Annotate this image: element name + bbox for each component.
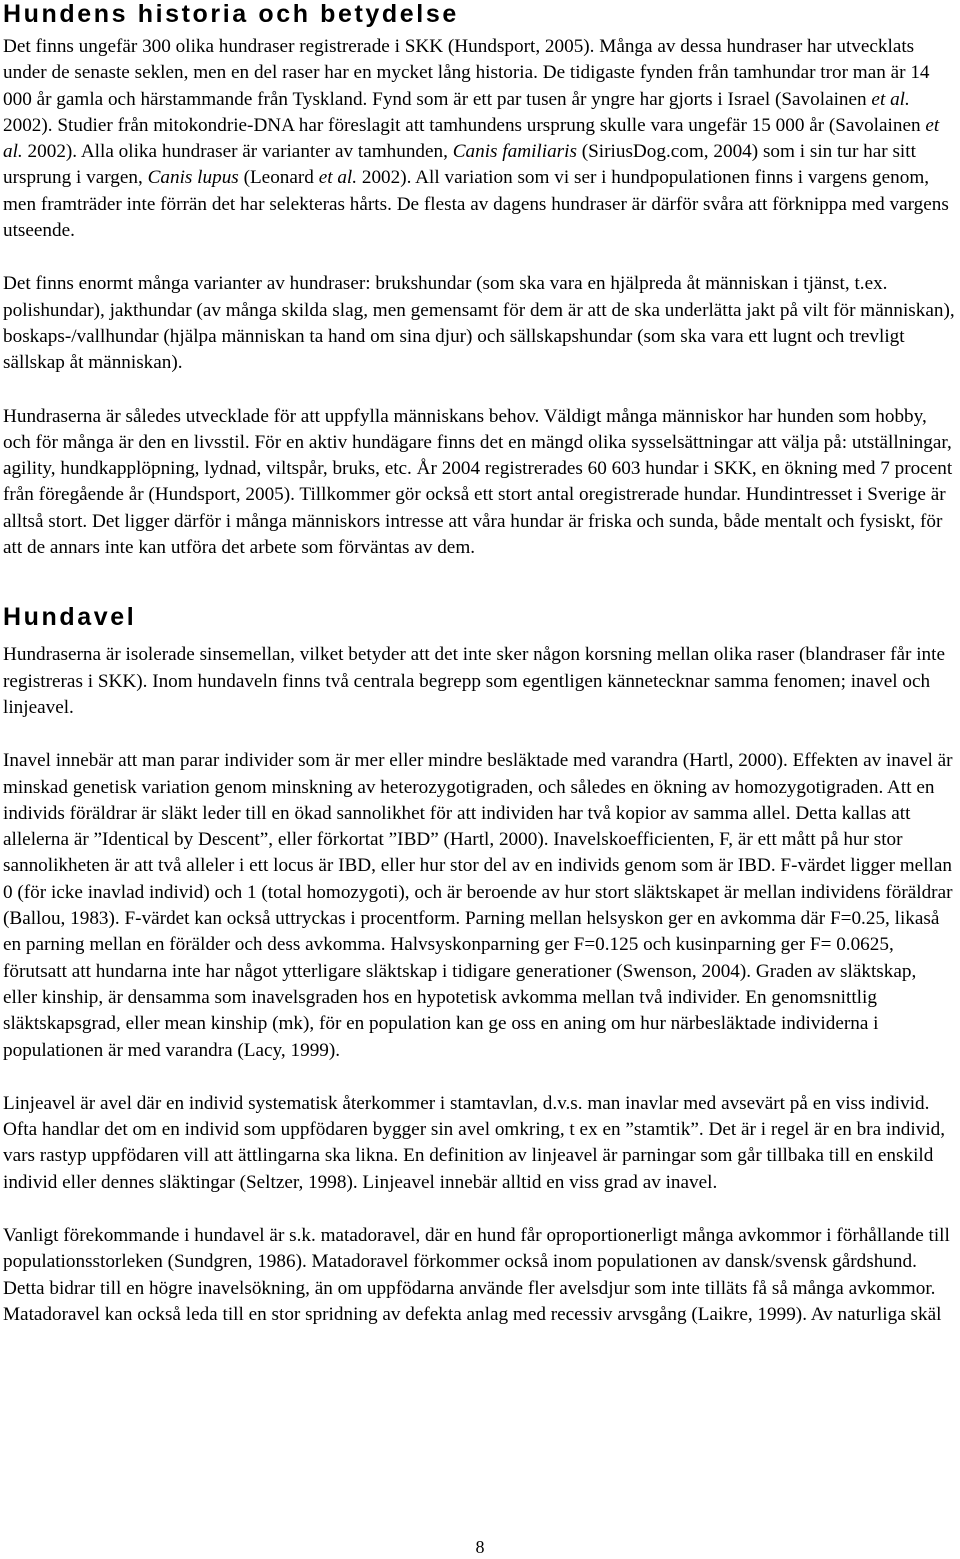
text-run: (Leonard: [238, 167, 319, 189]
text-run: 2002). Studier från mitokondrie-DNA har föreslagit att tamhundens ursprung skulle vara ungefär 15 000 år (Savolainen: [3, 114, 926, 136]
text-run: 2002). Alla olika hundraser är varianter av tamhunden,: [22, 141, 453, 163]
italic-species-name: Canis familiaris: [452, 141, 577, 163]
text-run: Vanligt förekommande i hundavel är s.k. matadoravel, där en hund får oproportionerligt många avkommor i förhållande till populationsstorleken (Sundgren, 1986). Matadoravel förkommer också inom populationen av dansk/svensk gårdshund. Detta bidrar till en högre inavelsökning, än om uppfödarna använde fler avelsdjur som inte tilläts få så många avkommor. Matadoravel kan också leda till en stor spridning av defekta anlag med recessiv arvsgång (Laikre, 1999). Av naturliga skäl: [3, 1224, 950, 1325]
paragraph-hundavel-3: [3, 1091, 955, 1196]
document-page: [3, 0, 955, 1328]
section-heading-hundavel: Hundavel: [3, 603, 137, 632]
italic-et-al: et al.: [3, 114, 940, 163]
paragraph-history-2: [3, 271, 955, 376]
text-run: (SiriusDog.com, 2004) som i sin tur har sitt ursprung i vargen,: [3, 141, 916, 189]
italic-et-al: et al.: [871, 88, 910, 110]
paragraph-history-1: [3, 34, 955, 244]
paragraph-hundavel-2: [3, 748, 955, 1064]
section-heading-history: Hundens historia och betydelse: [3, 0, 459, 28]
page-number: 8: [475, 1537, 485, 1557]
paragraph-hundavel-1: [3, 642, 955, 721]
paragraph-hundavel-4: [3, 1223, 955, 1328]
text-run: Det finns enormt många varianter av hundraser: brukshundar (som ska vara en hjälpreda åt människan i tjänst, t.ex. polishundar), jakthundar (av många skilda slag, men gemensamt för dem är att de ska underlätta jakt på vilt för människan), boskaps-/vallhundar (hjälpa människan ta hand om sina djur) och sällskapshundar (som ska vara ett lugnt och trevligt sällskap åt människan).: [3, 273, 955, 374]
italic-et-al: et al.: [318, 167, 358, 189]
text-run: Linjeavel är avel där en individ systematisk återkommer i stamtavlan, d.v.s. man inavlar med avsevärt på en viss individ. Ofta handlar det om en individ som uppfödaren bygger sin avel omkring, t ex en ”stamtik”. Det är i regel är en bra individ, vars rastyp uppfödaren vill att ättlingarna ska likna. En definition av linjeavel är parningar som går tillbaka till en enskild individ eller dennes släktingar (Seltzer, 1998). Linjeavel innebär alltid en viss grad av inavel.: [3, 1092, 946, 1193]
text-run: Hundraserna är isolerade sinsemellan, vilket betyder att det inte sker någon korsning mellan olika raser (blandraser får inte registreras i SKK). Inom hundaveln finns två centrala begrepp som egentligen kännetecknar samma fenomen; inavel och linjeavel.: [3, 644, 945, 718]
italic-species-name: Canis lupus: [147, 167, 239, 189]
paragraph-history-3: [3, 404, 955, 562]
text-run: Inavel innebär att man parar individer som är mer eller mindre besläktade med varandra (Hartl, 2000). Effekten av inavel är minskad genetisk variation genom minskning av heterozygotigraden, och således en ökning av homozygotigraden. Att en individs föräldrar är släkt leder till en ökad sannolikhet för att individen har två kopior av samma allel. Detta kallas att allelerna är ”Identical by Descent”, eller förkortat ”IBD” (Hartl, 2000). Inavelskoefficienten, F, är ett mått på hur stor sannolikheten är att två alleler i ett locus är IBD, eller hur stor del av en individs genom som är IBD. F-värdet ligger mellan 0 (för icke inavlad individ) och 1 (total homozygoti), och är beroende av hur stort släktskapet är mellan individens föräldrar (Ballou, 1983). F-värdet kan också uttryckas i procentform. Parning mellan helsyskon ger en avkomma där F=0.25, likaså en parning mellan en förälder och dess avkomma. Halvsyskonparning ger F=0.125 och kusinparning ger F= 0.0625, förutsatt att hundarna inte har något ytterligare släktskap i tidigare generationer (Swenson, 2004). Graden av släktskap, eller kinship, är densamma som inavelsgraden hos en hypotetisk avkomma mellan två individer. En genomsnittlig släktskapsgrad, eller mean kinship (mk), för en population kan ge oss en aning om hur närbesläktade individerna i populationen är med varandra (Lacy, 1999).: [3, 750, 953, 1061]
text-run: Det finns ungefär 300 olika hundraser registrerade i SKK (Hundsport, 2005). Många av dessa hundraser har utvecklats under de senaste seklen, men en del raser har en mycket lång historia. De tidigaste fynden från tamhundar tror man är 14 000 år gamla och härstammande från Tyskland. Fynd som är ett par tusen år yngre har gjorts i Israel (Savolainen: [3, 36, 930, 110]
text-run: 2002). All variation som vi ser i hundpopulationen finns i vargens genom, men framträder inte förrän det har selekteras hårts. De flesta av dagens hundraser är därför svåra att förknippa med vargens utseende.: [3, 167, 949, 242]
text-run: Hundraserna är således utvecklade för att uppfylla människans behov. Väldigt många människor har hunden som hobby, och för många är den en livsstil. För en aktiv hundägare finns det en mängd olika sysselsättningar att välja på: utställningar, agility, hundkapplöpning, lydnad, viltspår, bruks, etc. År 2004 registrerades 60 603 hundar i SKK, en ökning med 7 procent från föregående år (Hundsport, 2005). Tillkommer gör också ett stort antal oregistrerade hundar. Hundintresset i Sverige är alltså stort. Det ligger därför i många människors intresse att våra hundar är friska och sunda, både mentalt och fysiskt, för att de annars inte kan utföra det arbete som förväntas av dem.: [3, 405, 953, 559]
